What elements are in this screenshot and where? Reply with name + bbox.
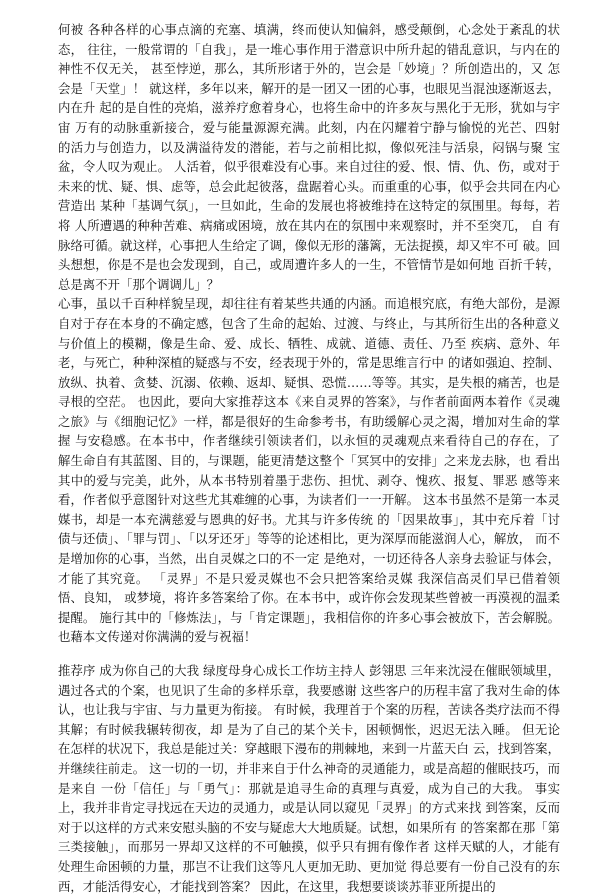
paragraph-gap [58,647,560,661]
body-paragraph-1: 何被 各种各样的心事点滴的充塞、填满，终而使认知偏斜，感受颠倒，心念处于紊乱的状态， 往往，一般常谓的「自我」，是一堆心事作用于潜意识中所升起的错乱意识，与内在的 神性不仅无关， 甚至悖逆，那么，其所形诸于外的，岂会是「妙境」？所创造出的，又 怎会是「天堂」！ 就这样，多年以来，解开的是一团又一团的心事，也眼见当混浊逐渐返去，内在升 起的是自性的亮焰，滋养疗愈着身心，也将生命中的许多灰与黑化于无形，犹如与宇宙 万有的动脉重新接合，爱与能量源源充满。此刻，内在闪耀着宁静与愉悦的光芒、四射 的活力与创造力，以及满溢待发的潜能，若与之前相比拟，像似死洼与活泉，闷锅与聚 宝盆，令人叹为观止。 人活着，似乎很难没有心事。来自过往的爱、恨、情、仇、伤，或对于未来的忧、疑、惧、虑等，总会此起彼落，盘踞着心头。而重重的心事，似乎会共同在内心营造出 某种「基调气氛」，一旦如此，生命的发展也将被维持在这特定的氛围里。每每，若将 人所遭遇的种种苦难、病痛或困境，放在其内在的氛围中来观察时，并不至突兀， 自 有脉络可循。就这样，心事把人生给定了调，像似无形的藩篱，无法捉摸，却又牢不可 破。回头想想，你是不是也会发现到，自己，或周遭许多人的一生，不管情节是如何地 百折千转，总是离不开「那个调调儿」？ [58,22,560,292]
body-paragraph-2: 心事，虽以千百种样貌呈现，却往往有着某些共通的内涵。而追根究底，有绝大部份，是源自对于存在本身的不确定感，包含了生命的起始、过渡、与终止，与其所衍生出的各种意义与价值上的模糊，像是生命、爱、成长、牺牲、成就、道德、责任、乃至 疾病、意外、年老，与死亡，种种深植的疑惑与不安，经表现于外的，常是思维言行中 的诸如强迫、控制、放纵、执着、贪婪、沉溺、依赖、返却、疑惧、恐慌……等等。其实，是失根的痛苦，也是寻根的空茫。 也因此，要向大家推荐这本《来自灵界的答案》，与作者前面两本着作《灵魂之旅》与《细胞记忆》一样，都是很好的生命参考书，有助缓解心灵之渴，增加对生命的掌握 与安稳感。在本书中，作者继续引领读者们，以永恒的灵魂观点来看待自己的存在，了 解生命自有其蓝图、目的，与课题，能更清楚这整个「冥冥中的安排」之来龙去脉，也 看出其中的爱与完美，此外，从本书特别着墨于悲伤、担忧、剥夺、愧疚、报复、罪恶 感等来看，作者似乎意图针对这些尤其难缠的心事，为读者们一一开解。 这本书虽然不是第一本灵媒书，却是一本充满慈爱与恩典的好书。尤其与许多传统 的「因果故事」，其中充斥着「讨债与还债」、「罪与罚」、「以牙还牙」等等的论述相比，更为深厚而能滋润人心，解放， 而不是增加你的心事，当然，出自灵媒之口的不一定 是绝对，一切还待各人亲身去验证与体会，才能了其究竟。 「灵界」不是只爱灵媒也不会只把答案给灵媒 我深信高灵们早已借着领悟、良知， 或梦境，将许多答案给了你。在本书中，或许你会发现某些曾被一再漠视的温柔提醒。 施行其中的「修炼法」，与「肯定课题」，我相信你的许多心事会被放下，苦会解脱。 也藉本文传递对你满满的爱与祝福！ [58,296,560,645]
document-page [58,20,560,894]
preface-paragraph: 推荐序 成为你自己的大我 绿度母身心成长工作坊主持人 彭翎思 三年来沈浸在催眠领域里，遇过各式的个案，也见识了生命的多样乐章，我要感谢 这些客户的历程丰富了我对生命的体认，也让我与宇宙、与力量更为衔接。 有时候，我理首于个案的历程，苦读各类疗法而不得其解；有时候我辗转彻夜，却 是为了自己的某个关卡，困顿惆怅，迟迟无法入睡。 但无论在怎样的状况下，我总是能过关：穿越眼下漫布的荆棘地，来到一片蓝天白 云，找到答案，并继续往前走。 这一切的一切，并非来自于什么神奇的灵通能力，或是高超的催眠技巧，而是来自 一份「信任」与「勇气」：那就是追寻生命的真理与真爱，成为自己的大我。 事实上，我并非肯定寻找远在天边的灵通力，或是认同以窥见「灵界」的方式来找 到答案，反而对于以这样的方式来安慰头脑的不安与疑虑大大地质疑。试想，如果所有 的答案都在那「第三类接触」，而那另一界却又这样的不可触摸，似乎只有拥有像作者 这样天赋的人，才能有处理生命困顿的力量，那岂不让我们这等凡人更加无助、更加觉 得总要有一份自己没有的东西，才能活得安心，才能找到答案？ 因此，在这里，我想要谈谈苏菲亚所提出的 [58,663,560,894]
